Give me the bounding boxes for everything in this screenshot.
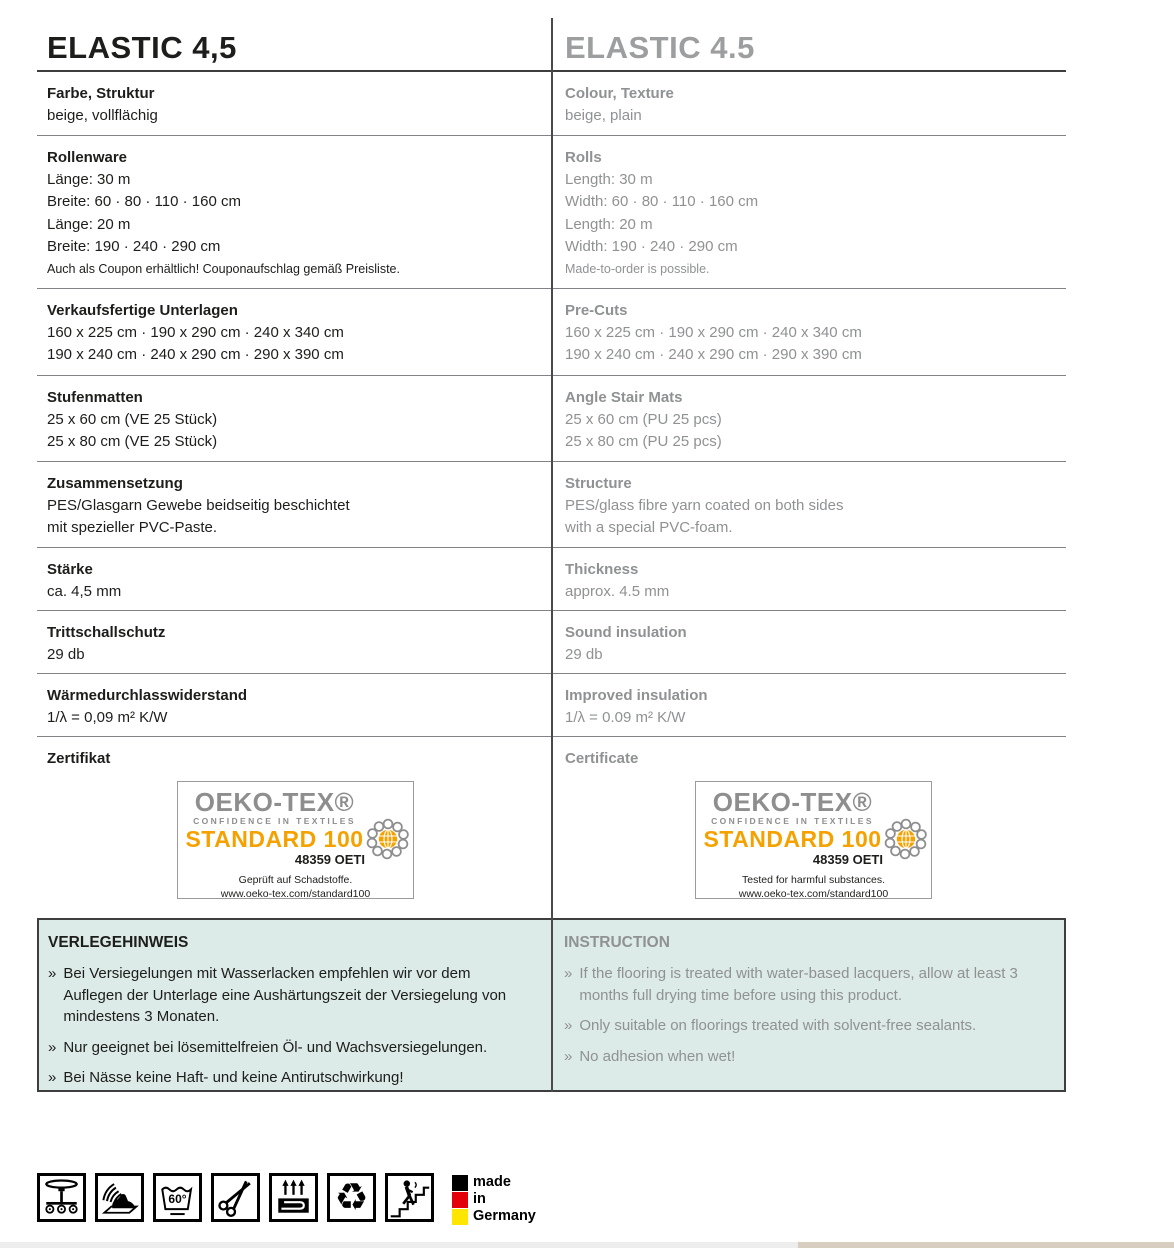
section-heading-en: Pre-Cuts [565,302,628,319]
section-heading-en: Sound insulation [565,624,687,641]
section-line: beige, vollflächig [47,107,158,124]
section-line: 29 db [565,646,603,663]
section-heading-de: Stärke [47,561,93,578]
section-line: Width: 60 · 80 · 110 · 160 cm [565,193,759,211]
flag-black-square [452,1175,468,1191]
oeko-tex-note: Tested for harmful substances. [742,874,885,886]
section-heading-de: Farbe, Struktur [47,85,155,102]
oeko-tex-subtitle: CONFIDENCE IN TEXTILES [193,816,356,826]
oeko-tex-number: 48359 OETI [294,852,365,867]
oeko-tex-brand: OEKO-TEX® [712,787,873,817]
instruction-bullet: » Only suitable on floorings treated with solvent-free sealants. [564,1015,1064,1037]
section-heading-de: Rollenware [47,149,128,166]
section-line: beige, plain [565,107,642,124]
stairs-icon [385,1173,434,1222]
flag-yellow-square [452,1209,468,1225]
instruction-heading-de: VERLEGEHINWEIS [48,934,189,951]
section-note: Made-to-order is possible. [565,261,710,276]
oeko-tex-flower-icon [366,814,410,867]
page-title-de: ELASTIC 4,5 [47,30,237,65]
section-line: Breite: 190 · 240 · 290 cm [47,238,221,256]
footer-pictograms [37,1173,536,1225]
instruction-bullet: » Bei Nässe keine Haft- und keine Antirutschwirkung! [48,1067,552,1089]
oeko-tex-label-de [177,781,414,899]
section-heading-en: Rolls [565,149,602,166]
instruction-bullet: » If the flooring is treated with water-based lacquers, allow at least 3 months full drying time before using this product. [564,963,1064,1006]
oeko-tex-subtitle: CONFIDENCE IN TEXTILES [711,816,874,826]
section-line: 25 x 80 cm (PU 25 pcs) [565,433,722,451]
oeko-tex-number: 48359 OETI [812,852,883,867]
oeko-tex-brand: OEKO-TEX® [194,787,355,817]
section-line: 1/λ = 0.09 m² K/W [565,709,686,726]
section-heading-de: Zusammensetzung [47,475,183,492]
section-line: Länge: 30 m [47,171,131,188]
section-line: Länge: 20 m [47,215,131,233]
section-line: 160 x 225 cm · 190 x 290 cm · 240 x 340 cm [47,324,344,341]
section-heading-de: Verkaufsfertige Unterlagen [47,302,238,319]
wash-temperature: 60° [168,1192,187,1206]
section-heading-de: Trittschallschutz [47,624,166,641]
section-line: mit spezieller PVC-Paste. [47,519,218,537]
bottom-edge-gray [0,1242,798,1248]
column-divider [551,18,553,1092]
oeko-tex-label-en [695,781,932,899]
certificate-heading-en: Certificate [565,750,639,767]
oeko-tex-url: www.oeko-tex.com/standard100 [220,887,371,900]
flag-red-square [452,1192,468,1208]
section-heading-en: Improved insulation [565,687,708,704]
bullet-marker: » [48,965,57,982]
oeko-tex-standard: STANDARD 100 [703,826,882,852]
certificate-heading-de: Zertifikat [47,750,111,767]
section-line: 25 x 60 cm (VE 25 Stück) [47,411,218,428]
wash-60-icon [153,1173,202,1222]
section-line: Length: 20 m [565,215,653,233]
section-line: 29 db [47,646,85,663]
page-bottom-edge [0,1242,1174,1248]
oeko-tex-note: Geprüft auf Schadstoffe. [238,874,353,886]
section-heading-en: Angle Stair Mats [565,389,683,406]
section-heading-en: Structure [565,475,632,492]
section-line: with a special PVC-foam. [565,519,733,537]
bullet-marker: » [48,1038,57,1056]
section-line: PES/glass fibre yarn coated on both sides [565,497,844,514]
impact-sound-icon [95,1173,144,1222]
page-title-en: ELASTIC 4.5 [565,30,755,65]
section-line: 160 x 225 cm · 190 x 290 cm · 240 x 340 cm [565,324,862,341]
section-line: PES/Glasgarn Gewebe beidseitig beschichtet [47,497,350,514]
scissors-icon [211,1173,260,1222]
section-line: 190 x 240 cm · 240 x 290 cm · 290 x 390 cm [47,346,344,364]
bullet-marker: » [563,965,573,982]
section-heading-en: Colour, Texture [565,85,674,102]
section-line: 25 x 60 cm (PU 25 pcs) [565,411,722,428]
section-line: 190 x 240 cm · 240 x 290 cm · 290 x 390 cm [565,346,862,364]
section-heading-de: Wärmedurchlasswiderstand [47,687,248,704]
recycling-icon: ♻ [327,1173,376,1222]
section-heading-de: Stufenmatten [47,389,143,406]
bullet-marker: » [563,1017,573,1034]
bullet-marker: » [48,1069,57,1086]
section-line: approx. 4.5 mm [565,583,670,600]
instruction-heading-en: INSTRUCTION [563,934,670,951]
section-line: Width: 190 · 240 · 290 cm [565,238,738,256]
section-line: ca. 4,5 mm [47,583,122,600]
oeko-tex-url: www.oeko-tex.com/standard100 [738,887,889,900]
instruction-bullet: » Nur geeignet bei lösemittelfreien Öl- und Wachsversiegelungen. [48,1037,552,1059]
section-line: 25 x 80 cm (VE 25 Stück) [47,433,218,451]
castor-chair-icon [37,1173,86,1222]
instruction-bullet: » No adhesion when wet! [564,1046,1064,1068]
section-line: Length: 30 m [565,171,653,188]
made-in-germany: made in Germany [452,1174,536,1225]
oeko-tex-standard: STANDARD 100 [185,826,364,852]
section-heading-en: Thickness [565,561,639,578]
instruction-bullet: » Bei Versiegelungen mit Wasserlacken empfehlen wir vor dem Auflegen der Unterlage eine Aushärtungszeit der Versiegelung von mindestens 3 Monaten. [48,963,552,1028]
section-line: 1/λ = 0,09 m² K/W [47,709,168,726]
bullet-marker: » [563,1047,573,1065]
bottom-edge-beige [798,1242,1174,1248]
section-line: Breite: 60 · 80 · 110 · 160 cm [47,193,241,211]
underfloor-heating-icon [269,1173,318,1222]
section-note: Auch als Coupon erhältlich! Couponaufschlag gemäß Preisliste. [47,261,400,276]
oeko-tex-flower-icon [884,814,928,867]
